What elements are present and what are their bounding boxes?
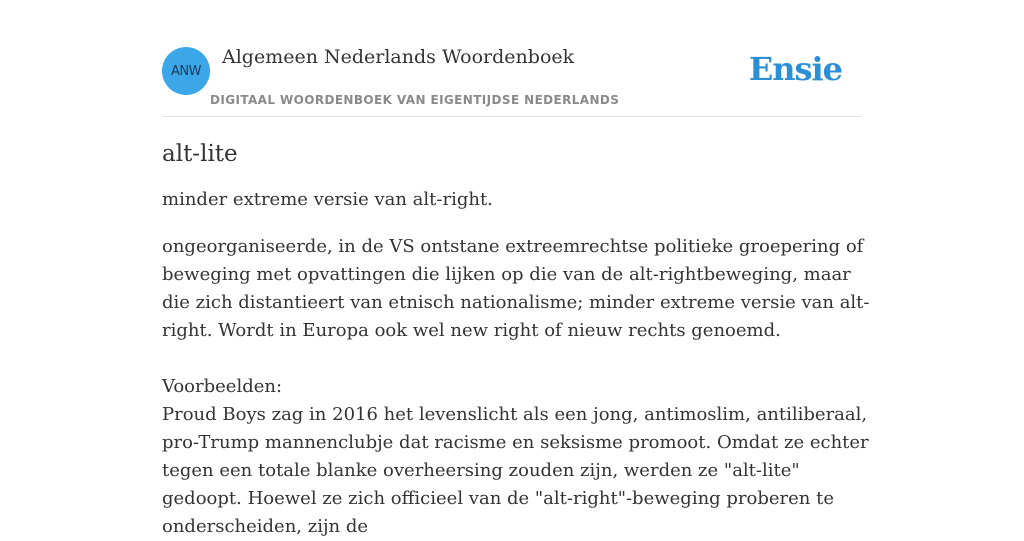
- site-header: [162, 40, 862, 117]
- long-definition: ongeorganiseerde, in de VS ontstane extreemrechtse politieke groepering of beweging met opvattingen die lijken op die van de alt-rightbeweging, maar die zich distantieert van etnisch nationalisme; minder extreme versie van alt-right. Wordt in Europa ook wel new right of nieuw rechts genoemd.: [162, 236, 870, 341]
- anw-logo[interactable]: [162, 47, 210, 95]
- example-text: Proud Boys zag in 2016 het levenslicht als een jong, antimoslim, antiliberaal, pro-Trump mannenclubje dat racisme en seksisme promoot. Omdat ze echter tegen een totale blanke overheersing zouden zijn, werden ze "alt-lite" gedoopt. Hoewel ze zich officieel van de "alt-right"-beweging proberen te onderscheiden, zijn de: [162, 404, 869, 537]
- ensie-logo-link[interactable]: Ensie: [748, 50, 842, 88]
- short-definition: minder extreme versie van alt-right.: [162, 189, 493, 210]
- anw-logo-text: ANW: [171, 63, 201, 79]
- site-subtitle: DIGITAAL WOORDENBOEK VAN EIGENTIJDSE NEDERLANDS: [210, 93, 620, 107]
- entry-content: [162, 136, 872, 541]
- entry-headword: alt-lite: [162, 141, 238, 167]
- examples-label: Voorbeelden:: [162, 376, 283, 397]
- site-title[interactable]: Algemeen Nederlands Woordenboek: [222, 46, 575, 68]
